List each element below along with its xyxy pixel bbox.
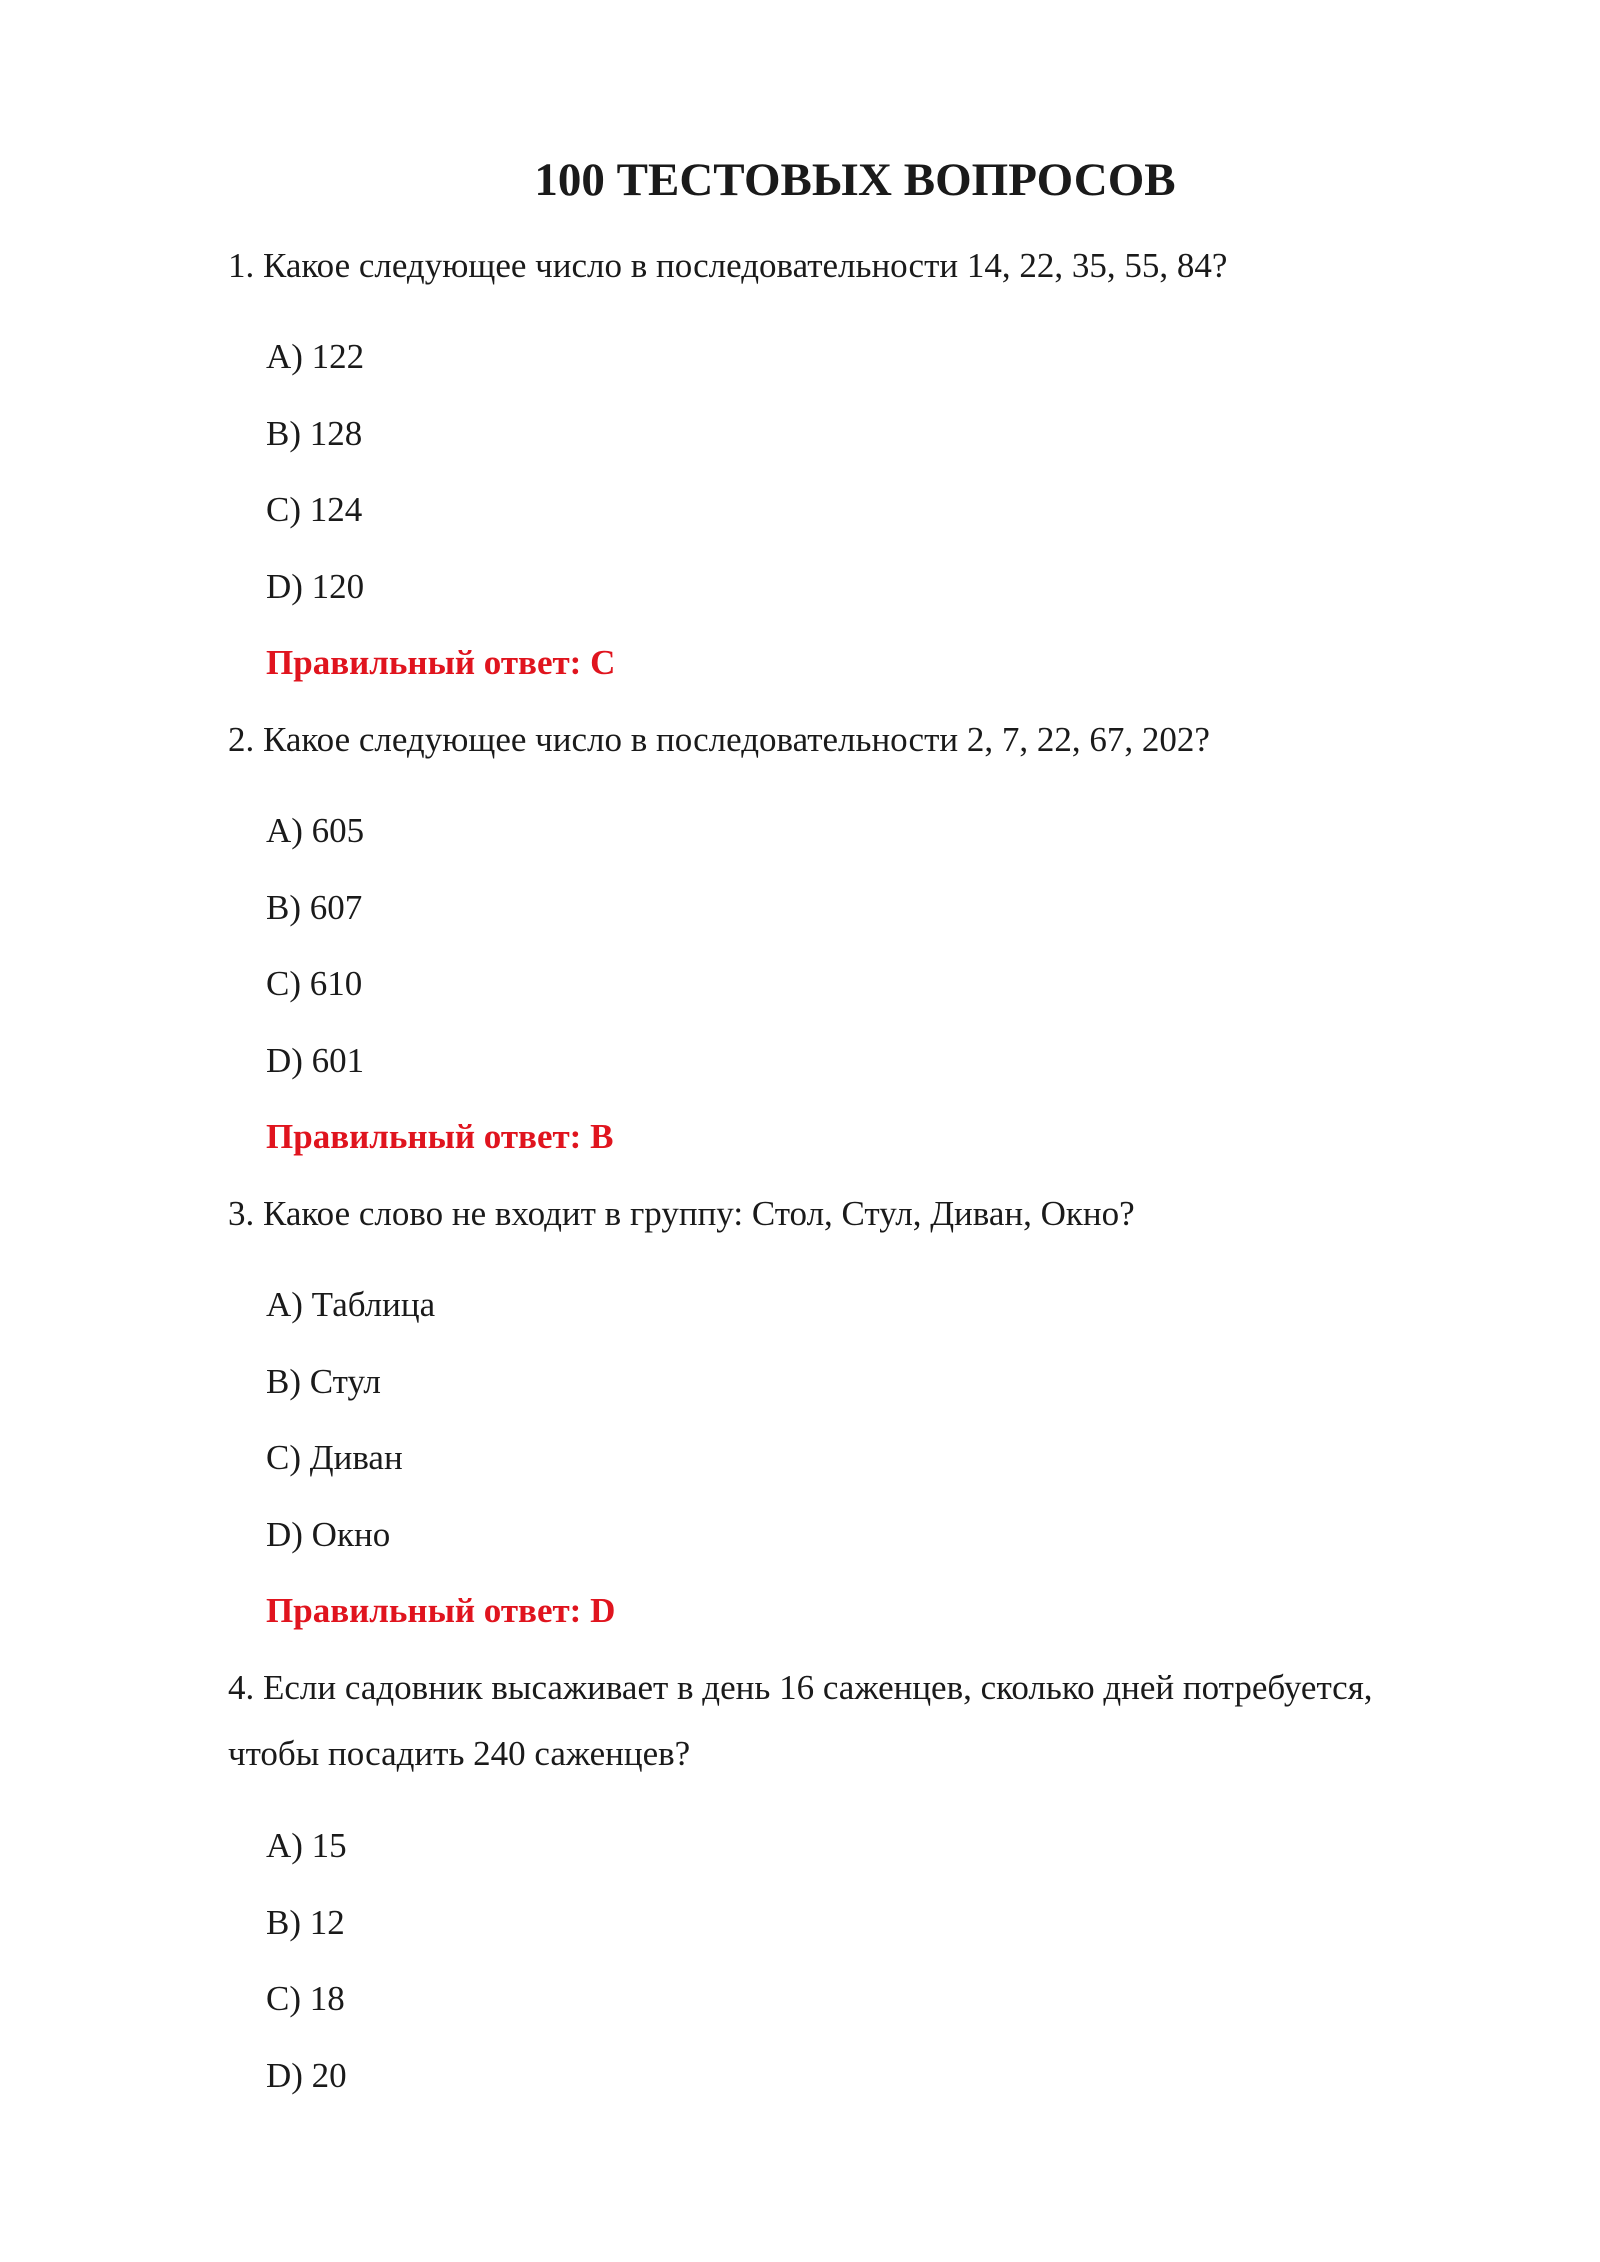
question-text: 3. Какое слово не входит в группу: Стол, Стул, Диван, Окно? [228,1194,1135,1233]
answer-option: A) 15 [266,1826,347,1865]
answer-option: A) 122 [266,337,365,376]
question-text: 4. Если садовник высаживает в день 16 саженцев, сколько дней потребуется, чтобы посадить 240 саженцев? [228,1668,1373,1773]
question-text: 2. Какое следующее число в последовательности 2, 7, 22, 67, 202? [228,720,1210,759]
answer-option: A) Таблица [266,1285,436,1324]
question-text: 1. Какое следующее число в последовательности 14, 22, 35, 55, 84? [228,246,1228,285]
answer-option: B) 12 [266,1903,345,1942]
answer-option: C) 18 [266,1979,345,2018]
answer-option: B) 607 [266,888,363,927]
correct-answer: Правильный ответ: D [266,1591,616,1630]
document-title: 100 ТЕСТОВЫХ ВОПРОСОВ [534,154,1176,206]
answer-option: B) Стул [266,1362,381,1401]
answer-option: C) 124 [266,490,363,529]
answer-option: D) 20 [266,2056,347,2095]
correct-answer: Правильный ответ: C [266,643,616,682]
answer-option: D) 601 [266,1041,365,1080]
answer-option: D) 120 [266,567,365,606]
answer-option: D) Окно [266,1515,391,1554]
answer-option: C) 610 [266,964,363,1003]
answer-option: A) 605 [266,811,365,850]
answer-option: B) 128 [266,414,363,453]
answer-option: C) Диван [266,1438,403,1477]
correct-answer: Правильный ответ: B [266,1117,614,1156]
